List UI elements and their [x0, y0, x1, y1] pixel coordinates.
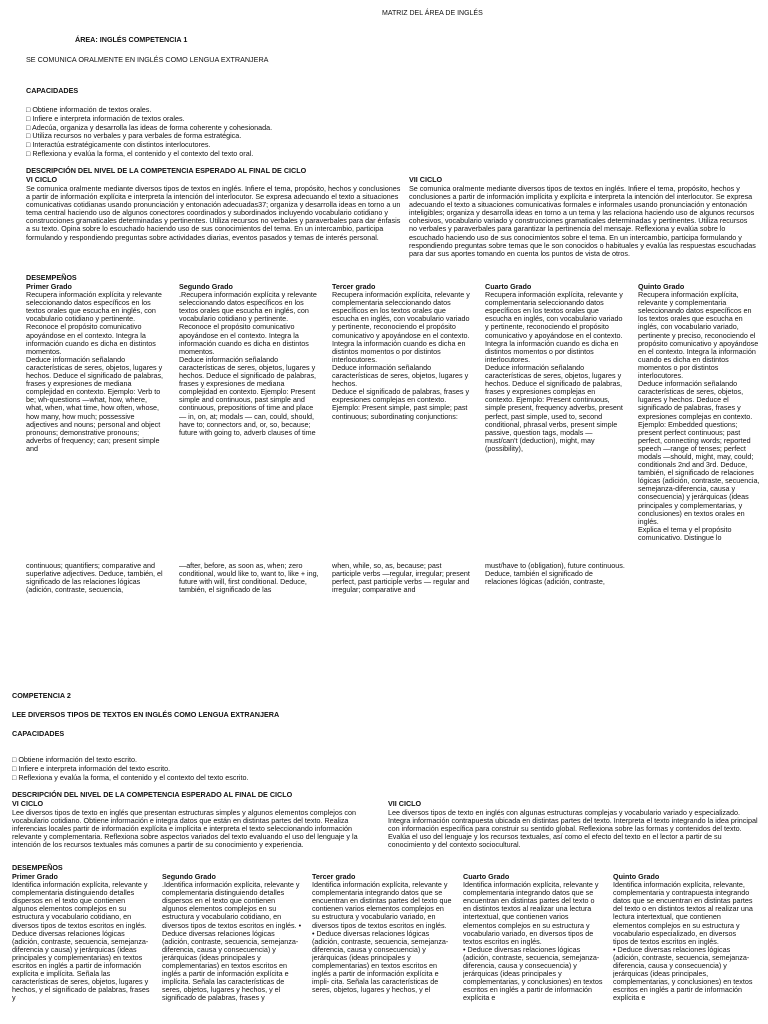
grade-column: [162, 873, 302, 1024]
capacidades-list: [12, 756, 248, 782]
capacidades-heading: CAPACIDADES: [26, 86, 79, 95]
grade-text: Identifica información explícita, relevante y complementaria integrando datos que se encuentran en distintas partes del texto o en distintos textos al realizar una lectura intertextual, que contienen varios elementos complejos en su estructura y vocabulario variado, en diversos tipos de textos escritos en inglés. • Deduce diversas relaciones lógicas (adición, contraste, secuencia, semejanza-diferencia, causa y consecuencia) y jerárquicas (ideas principales y complementarias, y conclusiones) en textos escritos en inglés a partir de información explícita e: [463, 880, 603, 1003]
desempenos-heading: DESEMPEÑOS: [26, 273, 77, 282]
descripcion-heading: DESCRIPCIÓN DEL NIVEL DE LA COMPETENCIA ESPERADO AL FINAL DE CICLO: [12, 790, 293, 799]
capacidad-item: □ Obtiene información de textos orales.: [26, 105, 152, 114]
grade-column: [485, 283, 625, 553]
grade-continuation: [26, 562, 166, 595]
vi-ciclo-text: Se comunica oralmente mediante diversos tipos de textos en inglés. Infiere el tema, propósito, hechos y conclusiones a partir de información explícita e interpreta la intención del interlocutor. Se expresa adecuando el texto a situaciones comunicativas cotidianas usando pronunciación y entonación adecuadas37; organiza y desarrolla ideas en torno a un tema central haciendo uso de algunos conectores coordinados y subordinados incluyendo vocabulario cotidiano y construcciones gramaticales determinadas y pertinentes. Utiliza recursos no verbales y paraverbales para dar énfasis a su texto. Opina sobre lo escuchado haciendo uso de sus conocimientos del tema. En un intercambio, participa formulando y respondiendo preguntas sobre actividades diarias, eventos pasados y temas de interés personal.: [26, 184, 401, 242]
vi-ciclo-label: VI CICLO: [26, 175, 58, 184]
grade-continuation: [485, 562, 625, 595]
grade-title: Cuarto Grado: [463, 873, 510, 881]
capacidades-list: [26, 106, 272, 159]
capacidad-item: □ Infiere e interpreta información del texto escrito.: [12, 763, 171, 773]
grade-text: .Recupera información explícita y relevante seleccionando datos específicos en los textos orales que escucha en inglés, con vocabulario cotidiano y pertinente. Reconoce el propósito comunicativo apoyándose en el contexto. Integra la información cuando es dicha en distintos momentos. Deduce información señalando características de seres, objetos, lugares y hechos. Deduce el significado de palabras, frases y expresiones de mediana complejidad en contexto. Ejemplo: Present simple and continuous, past simple and continuous, prepositions of time and place — in, on, at; modals — can, could, should, have to; connectors and, or, so, because; future with going to, adverb clauses of time: [179, 290, 317, 437]
grade-text: Recupera información explícita, relevante y complementaria seleccionando datos específicos en los textos orales que escucha en inglés, con vocabulario variado, pertinente y preciso, reconociendo el propósito comunicativo y apoyándose en el contexto. Integra la información cuando es dicha en distintos momentos o por distintos interlocutores. Deduce información señalando características de seres, objetos, lugares y hechos. Deduce el significado de palabras, frases y expresiones complejas en contexto. Ejemplo: Embedded questions; present perfect continuous; past perfect, connecting words; reported speech —range of tenses; perfect modals —should, might, may, could; conditionals 2nd and 3rd. Deduce, también, el significado de relaciones lógicas (adición, contraste, secuencia, semejanza-diferencia, causa y consecuencia) y jerárquicas (ideas principales y complementarias, y conclusiones) en textos orales en inglés. Explica el tema y el propósito comunicativo. Distingue lo: [638, 290, 760, 542]
document-header: MATRIZ DEL ÁREA DE INGLÉS: [382, 10, 483, 17]
grade-text: Recupera información explícita, relevante y complementaria seleccionando datos específicos en los textos orales que escucha en inglés, con vocabulario variado y pertinente, reconociendo el propósito comunicativo y apoyándose en el contexto. Integra la información cuando es dicha en distintos momentos o por distintos interlocutores. Deduce información señalando características de seres, objetos, lugares y hechos. Deduce el significado de palabras, frases y expresiones complejas en contexto. Ejemplo: Present continuous, simple present, frequency adverbs, present perfect, past simple, used to, second conditional, phrasal verbs, present simple passive, question tags, modals — must/can't (deduction), might, may (possibility),: [485, 290, 623, 453]
vii-ciclo-label: VII CICLO: [388, 799, 422, 808]
capacidad-item: □ Reflexiona y evalúa la forma, el contenido y el contexto del texto escrito.: [12, 772, 249, 782]
grade-title: Tercer grado: [332, 283, 376, 291]
grade-continuation: [179, 562, 319, 595]
grade-title: Quinto Grado: [638, 283, 685, 291]
grade-column: [12, 873, 152, 1024]
grade-title: Segundo Grado: [162, 873, 216, 881]
grade-text: Recupera información explícita y relevante seleccionando datos específicos en los textos orales que escucha en inglés, con vocabulario cotidiano y pertinente. Reconoce el propósito comunicativo apoyándose en el contexto. Integra la información cuando es dicha en distintos momentos. Deduce información señalando características de seres, objetos, lugares y hechos. Deduce el significado de palabras, frases y expresiones de mediana complejidad en contexto. Ejemplo: Verb to be; wh-questions —what, how, where, what, when, what time, how often, whose, how many, how much; possessive adjectives and nouns; personal and object pronouns; demonstrative pronouns; adverbs of frequency; can; present simple and: [26, 290, 164, 453]
area-title: ÁREA: INGLÉS COMPETENCIA 1: [75, 35, 188, 44]
capacidades-heading: CAPACIDADES: [12, 729, 65, 738]
grade-column: [463, 873, 603, 1024]
grade-tail-text: when, while, so, as, because; past participle verbs —regular, irregular; present perfect, past participle verbs — regular and irregular; comparative and: [332, 562, 470, 595]
grade-column: [312, 873, 452, 1024]
vii-ciclo-text: Se comunica oralmente mediante diversos tipos de textos en inglés. Infiere el tema, propósito, hechos y conclusiones a partir de información implícita y explícita e interpreta la intención del interlocutor. Se expresa adecuando el texto a situaciones comunicativas formales e informales usando pronunciación y entonación inteligibles; organiza y desarrolla ideas en torno a un tema y las relaciona haciendo uso de algunos recursos cohesivos, vocabulario variado y construcciones gramaticales determinadas y pertinentes. Utiliza recursos no verbales y paraverbales para garantizar la pertinencia del mensaje. Reflexiona y evalúa sobre lo escuchado haciendo uso de sus conocimientos sobre el tema. En un intercambio, participa formulando y respondiendo preguntas sobre temas que le son conocidos o habituales y evalúa las respuestas escuchadas para dar sus aportes tomando en cuenta los puntos de vista de otros.: [409, 184, 756, 258]
grade-column: [26, 283, 166, 553]
grade-text: Identifica información explícita, relevante, complementaria y contrapuesta integrando datos que se encuentran en distintas partes del texto o en distintos textos al realizar una lectura intertextual, que contienen elementos complejos en su estructura y vocabulario especializado, en diversos tipos de textos escritos en inglés. • Deduce diversas relaciones lógicas (adición, contraste, secuencia, semejanza-diferencia, causa y consecuencia) y jerárquicas (ideas principales, complementarias, y conclusiones) en textos escritos en inglés a partir de información explícita e: [613, 880, 753, 1003]
vi-ciclo-text: Lee diversos tipos de texto en inglés que presentan estructuras simples y algunos elementos complejos con vocabulario cotidiano. Obtiene información e integra datos que están en distintas partes del texto. Realiza inferencias locales partir de información explícita e implícita e interpreta el texto seleccionando información relevante y complementaria. Reflexiona sobre aspectos variados del texto evaluando el uso del lenguaje y la intención de los recursos textuales más comunes a partir de su conocimiento y experiencia.: [12, 808, 358, 850]
grade-tail-text: —after, before, as soon as, when; zero conditional, would like to, want to, like + ing, future with will, first conditional. Deduce, también, el significado de las: [179, 562, 319, 595]
grade-title: Tercer grado: [312, 873, 356, 881]
desempenos-heading: DESEMPEÑOS: [12, 863, 63, 872]
vi-ciclo-label: VI CICLO: [12, 799, 44, 808]
grade-column: [332, 283, 472, 553]
capacidad-item: □ Obtiene información del texto escrito.: [12, 755, 137, 764]
grade-text: Recupera información explícita, relevante y complementaria seleccionando datos específicos en los textos orales que escucha en inglés, con vocabulario variado y pertinente, reconociendo el propósito comunicativo y apoyándose en el contexto. Integra la información cuando es dicha en distintos momentos o por distintos interlocutores. Deduce información señalando características de seres, objetos, lugares y hechos. Deduce el significado de palabras, frases y expresiones complejas en contexto. Ejemplo: Present simple, past simple; past continuous; subordinating conjunctions:: [332, 290, 470, 421]
capacidad-item: □ Utiliza recursos no verbales y para verbales de forma estratégica.: [26, 131, 242, 141]
vii-ciclo-label: VII CICLO: [409, 175, 443, 184]
competencia-2-title: COMPETENCIA 2: [12, 691, 71, 700]
grade-column: [638, 283, 760, 595]
capacidad-item: □ Interactúa estratégicamente con distintos interlocutores.: [26, 140, 211, 150]
descripcion-heading: DESCRIPCIÓN DEL NIVEL DE LA COMPETENCIA ESPERADO AL FINAL DE CICLO: [26, 166, 307, 175]
grade-text: Identifica información explícita, relevante y complementaria distinguiendo detalles dispersos en el texto que contienen algunos elementos complejos en su estructura y vocabulario cotidiano, en diversos tipos de textos escritos en inglés. Deduce diversas relaciones lógicas (adición, contraste, secuencia, semejanza-diferencia y causa) y jerárquicas (ideas principales y complementarias) en textos escritos en inglés a partir de información explícita e implícita. Señala las características de seres, objetos, lugares y hechos, y el significado de palabras, frases y: [12, 880, 150, 1003]
capacidad-item: □ Reflexiona y evalúa la forma, el contenido y el contexto del texto oral.: [26, 148, 254, 158]
grade-continuation: [332, 562, 472, 595]
capacidad-item: □ Adecúa, organiza y desarrolla las ideas de forma coherente y cohesionada.: [26, 122, 273, 132]
grade-column: [179, 283, 319, 553]
grade-text: .Identifica información explícita, relevante y complementaria distinguiendo detalles dispersos en el texto que contienen algunos elementos complejos en su estructura y vocabulario cotidiano, en diversos tipos de textos escritos en inglés. • Deduce diversas relaciones lógicas (adición, contraste, secuencia, semejanza-diferencia, causa y consecuencia) y jerárquicas (ideas principales y complementarias) en textos escritos en inglés a partir de información explícita e implícita. Señala las características de seres, objetos, lugares y hechos, y el significado de palabras, frases y: [162, 880, 302, 1003]
competencia-1-title: SE COMUNICA ORALMENTE EN INGLÉS COMO LENGUA EXTRANJERA: [26, 55, 269, 64]
grade-tail-text: continuous; quantifiers; comparative and superlative adjectives. Deduce, también, el significado de las relaciones lógicas (adición, contraste, secuencia,: [26, 562, 163, 595]
competencia-2-subtitle: LEE DIVERSOS TIPOS DE TEXTOS EN INGLÉS COMO LENGUA EXTRANJERA: [12, 710, 280, 719]
grade-title: Quinto Grado: [613, 873, 660, 881]
grade-column: [613, 873, 753, 1024]
grade-title: Cuarto Grado: [485, 283, 532, 291]
grade-title: Segundo Grado: [179, 283, 233, 291]
grade-title: Primer Grado: [26, 283, 72, 291]
grade-tail-text: must/have to (obligation), future continuous. Deduce, también el significado de relaciones lógicas (adición, contraste,: [485, 562, 625, 587]
grade-text: Identifica información explícita, relevante y complementaria integrando datos que se encuentran en distintas partes del texto que contienen varios elementos complejos en su estructura y vocabulario variado, en diversos tipos de textos escritos en inglés. • Deduce diversas relaciones lógicas (adición, contraste, secuencia, semejanza-diferencia, causa y consecuencia) y jerárquicas (ideas principales y complementarias) en textos escritos en inglés a partir de información explícita e impli- cita. Señala las características de seres, objetos, lugares y hechos, y el: [312, 880, 452, 995]
vii-ciclo-text: Lee diversos tipos de texto en inglés con algunas estructuras complejas y vocabulario variado y especializado. Integra información contrapuesta ubicada en distintas partes del texto. Interpreta el texto integrando la idea principal con información específica para construir su sentido global. Reflexiona sobre las formas y contenidos del texto. Evalúa el uso del lenguaje y los recursos textuales, así como el efecto del texto en el lector a partir de su conocimiento y del contexto sociocultural.: [388, 808, 758, 850]
capacidad-item: □ Infiere e interpreta información de textos orales.: [26, 113, 185, 123]
grade-title: Primer Grado: [12, 873, 58, 881]
